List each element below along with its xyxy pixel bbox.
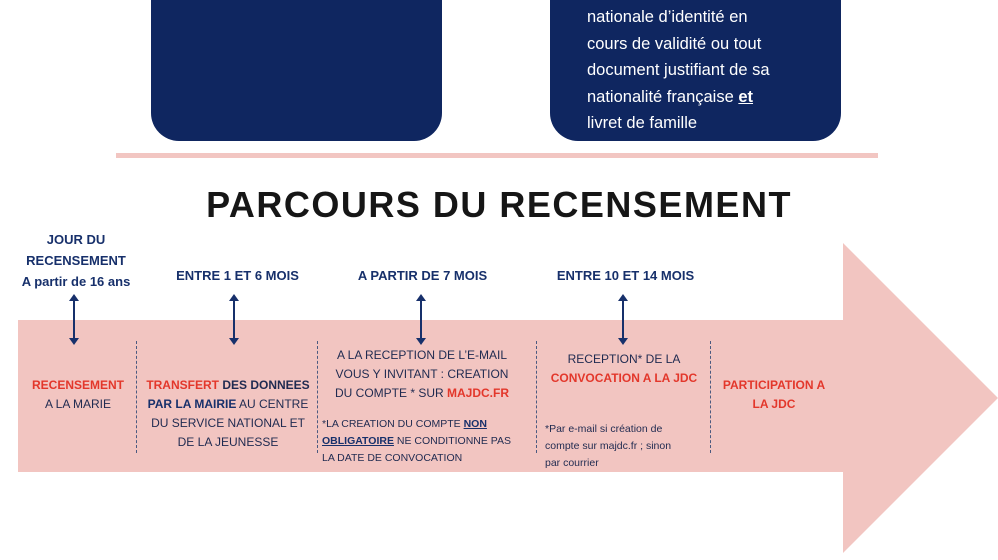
dashed-separator (710, 341, 711, 453)
step-4-note (545, 421, 710, 472)
step-text: DU SERVICE NATIONAL ET (151, 416, 305, 430)
step-text: DES DONNEES (218, 378, 310, 392)
step-3-body (322, 346, 522, 403)
step-text: DE LA JEUNESSE (177, 435, 279, 449)
double-arrow-icon (233, 300, 235, 339)
step-label: LA JDC (752, 397, 796, 411)
dashed-separator (136, 341, 137, 453)
double-arrow-icon (622, 300, 624, 339)
step-label: PAR LA MAIRIE (147, 397, 237, 411)
step-2-header: ENTRE 1 ET 6 MOIS (176, 268, 299, 283)
step-text: AU CENTRE (236, 397, 309, 411)
note-line (322, 416, 532, 433)
step-text: VOUS Y INVITANT : CREATION (335, 367, 509, 381)
step-label: PARTICIPATION A (722, 378, 826, 392)
step-2-body (140, 376, 316, 452)
step-line (322, 384, 522, 403)
note-text: NE CONDITIONNE PAS (393, 435, 512, 447)
step-label: TRANSFERT (146, 378, 219, 392)
step-1-body (22, 376, 134, 414)
card-line: nationale d’identité en (587, 8, 748, 26)
step-4-header: ENTRE 10 ET 14 MOIS (556, 268, 695, 283)
note-emphasis: OBLIGATOIRE (322, 435, 394, 447)
card-text: nationalité française (587, 87, 739, 106)
step-1-header (12, 229, 140, 292)
note-text: *LA CREATION DU COMPTE (322, 418, 464, 430)
step-3-note (322, 416, 532, 467)
note-text: par courrier (545, 457, 599, 469)
header-line: A partir de 16 ans (21, 274, 131, 289)
note-text: *Par e-mail si création de (545, 423, 663, 435)
step-5-body (714, 376, 834, 414)
card-line: cours de validité ou tout (587, 34, 762, 53)
note-emphasis: NON (463, 418, 487, 430)
card-line: document justifiant de sa (587, 61, 770, 79)
step-4-body (540, 350, 708, 388)
dashed-separator (536, 341, 537, 453)
header-line: JOUR DU (46, 232, 106, 247)
note-text: compte sur majdc.fr ; sinon (545, 440, 672, 452)
note-line (322, 433, 532, 450)
double-arrow-icon (73, 300, 75, 339)
dashed-separator (317, 341, 318, 453)
step-label: RECENSEMENT (31, 378, 124, 392)
step-text: A LA RECEPTION DE L’E-MAIL (336, 348, 508, 362)
step-link-text: MAJDC.FR (447, 386, 509, 400)
step-3-header: A PARTIR DE 7 MOIS (357, 268, 488, 283)
note-text: LA DATE DE CONVOCATION (322, 452, 463, 464)
step-line (140, 376, 316, 395)
card-emphasis: et (738, 87, 754, 106)
step-text: RECEPTION* DE LA (567, 352, 681, 366)
double-arrow-icon (420, 300, 422, 339)
step-text: A LA MARIE (44, 397, 112, 411)
step-line (140, 395, 316, 414)
card-line: livret de famille (587, 114, 698, 132)
header-line: RECENSEMENT (26, 253, 126, 268)
step-label: CONVOCATION A LA JDC (550, 371, 698, 385)
step-text: DU COMPTE * SUR (334, 386, 447, 400)
page-title: PARCOURS DU RECENSEMENT (206, 184, 792, 225)
